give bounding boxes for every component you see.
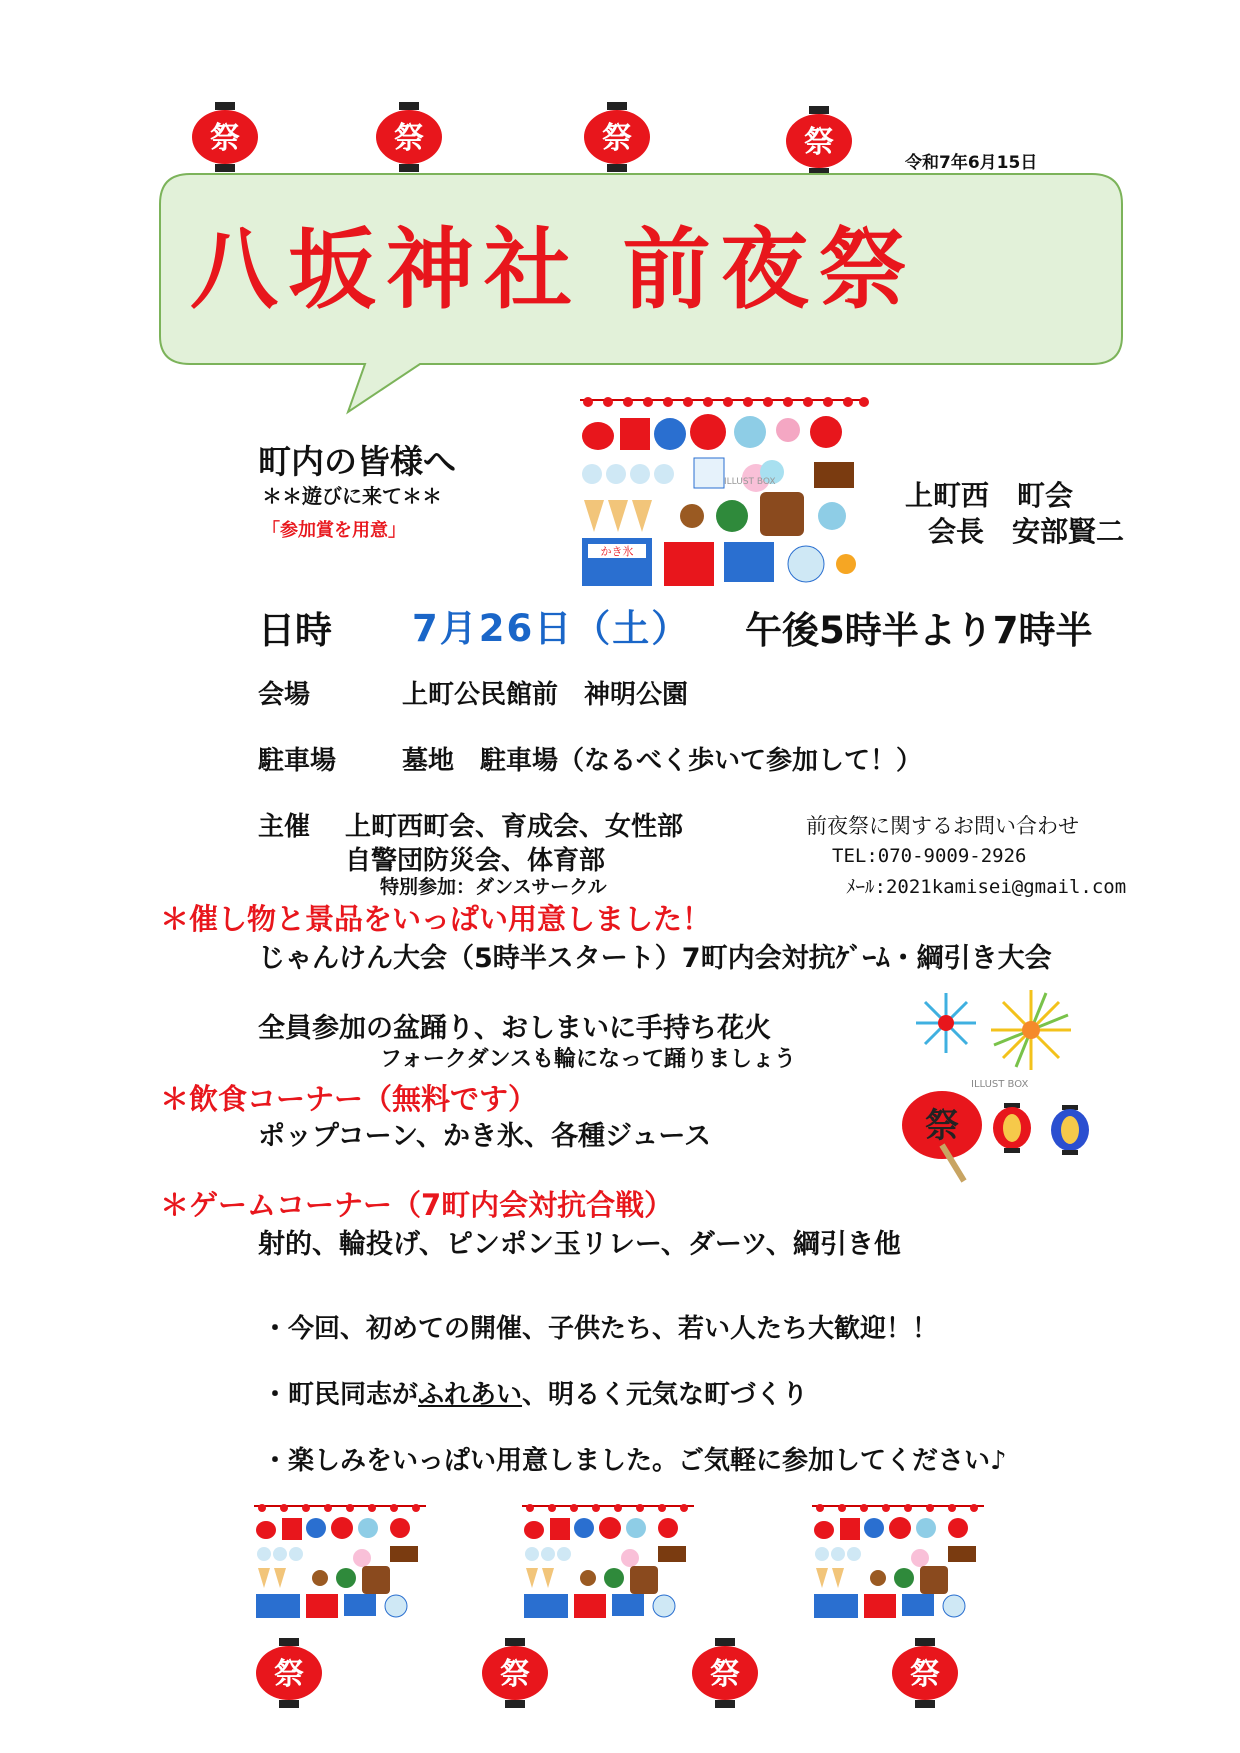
host-line2: 自警団防災会、体育部	[345, 846, 606, 876]
lantern-char: 祭	[602, 121, 632, 156]
host-line1: 上町西町会、育成会、女性部	[345, 812, 684, 842]
datetime-label: 日時	[258, 609, 332, 652]
note-first-event: ・今回、初めての開催、子供たち、若い人たち大歓迎！！	[262, 1314, 939, 1344]
lantern-char: 祭	[710, 1657, 740, 1692]
venue-value: 上町公民館前 神明公園	[402, 680, 689, 710]
lantern-char: 祭	[210, 121, 240, 156]
venue-label: 会場	[258, 680, 311, 710]
greeting-prize: 「参加賞を用意」	[262, 520, 406, 541]
event-date: 7月26日（土）	[412, 607, 691, 650]
illust-watermark: ILLUST BOX	[971, 1079, 1029, 1090]
parking-label: 駐車場	[258, 746, 337, 776]
events-line3: フォークダンスも輪になって踊りましょう	[380, 1047, 797, 1072]
lantern-char: 祭	[394, 121, 424, 156]
festival-clipart-small	[808, 1500, 988, 1620]
lantern-char: 祭	[274, 1657, 304, 1692]
note-enjoy: ・楽しみをいっぱい用意しました。ご気軽に参加してください♪	[262, 1446, 1007, 1476]
games-heading: ＊ゲームコーナー（7町内会対抗合戦）	[160, 1188, 674, 1222]
host-label: 主催	[258, 812, 311, 842]
organizer-chair: 会長 安部賢二	[928, 515, 1125, 548]
parking-value: 墓地 駐車場（なるべく歩いて参加して！）	[402, 746, 923, 776]
note-community	[262, 1374, 808, 1411]
event-time: 午後5時半より7時半	[745, 609, 1093, 652]
lantern-char: 祭	[500, 1657, 530, 1692]
illust-watermark: ILLUST BOX	[724, 477, 776, 487]
note-community-post: 、明るく元気な町づくり	[522, 1380, 809, 1410]
fan-char: 祭	[925, 1106, 959, 1146]
lantern-icon	[252, 1636, 326, 1710]
fireworks-clipart	[896, 985, 1106, 1185]
food-line: ポップコーン、かき氷、各種ジュース	[258, 1121, 712, 1152]
games-line: 射的、輪投げ、ピンポン玉リレー、ダーツ、綱引き他	[258, 1229, 901, 1260]
lantern-icon	[688, 1636, 762, 1710]
lantern-char: 祭	[804, 125, 834, 160]
food-heading: ＊飲食コーナー（無料です）	[160, 1082, 538, 1116]
events-line1: じゃんけん大会（5時半スタート）7町内会対抗ｹﾞｰﾑ・綱引き大会	[258, 943, 1052, 974]
festival-clipart-small	[250, 1500, 430, 1620]
greeting-sub: ＊＊遊びに来て＊＊	[262, 484, 442, 508]
kakigori-label: かき氷	[600, 545, 634, 558]
lantern-icon	[888, 1636, 962, 1710]
festival-clipart-small	[518, 1500, 698, 1620]
issue-date: 令和7年6月15日	[905, 153, 1038, 173]
events-line2: 全員参加の盆踊り、おしまいに手持ち花火	[258, 1013, 771, 1044]
inquiry-mail[interactable]: ﾒｰﾙ:2021kamisei@gmail.com	[846, 876, 1127, 898]
note-community-underlined: ふれあい	[418, 1380, 523, 1410]
note-community-pre: ・町民同志が	[262, 1380, 419, 1410]
festival-clipart	[574, 392, 874, 592]
lantern-char: 祭	[910, 1657, 940, 1692]
events-heading: ＊催し物と景品をいっぱい用意しました！	[160, 902, 712, 936]
organizer-association: 上町西 町会	[905, 479, 1074, 512]
lantern-icon	[478, 1636, 552, 1710]
page-title: 八坂神社 前夜祭	[190, 217, 917, 321]
greeting-title: 町内の皆様へ	[258, 442, 456, 481]
host-special: 特別参加：ダンスサークル	[380, 876, 607, 898]
inquiry-title: 前夜祭に関するお問い合わせ	[806, 814, 1079, 838]
inquiry-tel[interactable]: TEL:070-9009-2926	[832, 845, 1027, 867]
